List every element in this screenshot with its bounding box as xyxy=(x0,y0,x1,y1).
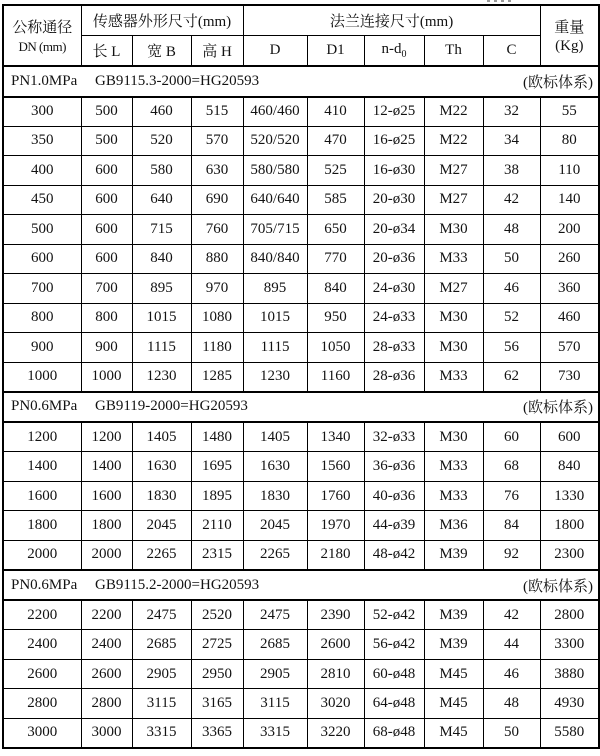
cell-col-7: M33 xyxy=(424,481,483,511)
cell-col-8: 34 xyxy=(483,126,540,156)
section-standard: GB9119-2000=HG20593 xyxy=(95,398,248,415)
cell-col-3: 1285 xyxy=(191,362,243,392)
data-row xyxy=(3,718,599,748)
data-row xyxy=(3,659,599,689)
cell-col-8: 50 xyxy=(483,718,540,748)
cell-col-9: 1330 xyxy=(540,481,599,511)
cell-col-0: 1000 xyxy=(3,362,81,392)
cell-col-4: 3115 xyxy=(243,689,307,719)
cell-col-6: 32-ø33 xyxy=(364,422,424,452)
dimension-spec-table xyxy=(2,4,600,749)
cell-col-4: 1230 xyxy=(243,362,307,392)
cell-col-0: 1600 xyxy=(3,481,81,511)
cell-col-8: 62 xyxy=(483,362,540,392)
cell-col-9: 600 xyxy=(540,422,599,452)
section-standard: GB9115.3-2000=HG20593 xyxy=(95,72,260,89)
cell-col-5: 3220 xyxy=(307,718,364,748)
cell-col-8: 76 xyxy=(483,481,540,511)
data-row xyxy=(3,600,599,630)
cell-col-6: 20-ø36 xyxy=(364,244,424,274)
cell-col-5: 2390 xyxy=(307,600,364,630)
section-system: (欧标体系) xyxy=(523,74,593,91)
cell-col-2: 460 xyxy=(132,97,191,127)
col-header-weight xyxy=(540,5,599,66)
cell-col-9: 55 xyxy=(540,97,599,127)
cell-col-0: 2000 xyxy=(3,540,81,570)
cell-col-2: 2905 xyxy=(132,659,191,689)
cell-col-6: 20-ø34 xyxy=(364,215,424,245)
cell-col-1: 700 xyxy=(81,274,132,304)
cell-col-2: 1015 xyxy=(132,303,191,333)
col-header-c: C xyxy=(483,35,540,66)
cell-col-5: 3020 xyxy=(307,689,364,719)
cell-col-7: M45 xyxy=(424,718,483,748)
cell-col-2: 2265 xyxy=(132,540,191,570)
cell-col-3: 3165 xyxy=(191,689,243,719)
cell-col-5: 950 xyxy=(307,303,364,333)
cell-col-5: 1560 xyxy=(307,452,364,482)
cell-col-1: 3000 xyxy=(81,718,132,748)
cell-col-2: 3315 xyxy=(132,718,191,748)
cell-col-2: 520 xyxy=(132,126,191,156)
cropped-text-artifact xyxy=(487,0,511,2)
cell-col-7: M39 xyxy=(424,630,483,660)
cell-col-6: 44-ø39 xyxy=(364,511,424,541)
cell-col-0: 2400 xyxy=(3,630,81,660)
data-row xyxy=(3,274,599,304)
cell-col-0: 600 xyxy=(3,244,81,274)
cell-col-4: 1630 xyxy=(243,452,307,482)
cell-col-8: 84 xyxy=(483,511,540,541)
cell-col-3: 3365 xyxy=(191,718,243,748)
data-row xyxy=(3,452,599,482)
cell-col-0: 3000 xyxy=(3,718,81,748)
cell-col-8: 42 xyxy=(483,600,540,630)
cell-col-3: 570 xyxy=(191,126,243,156)
cell-col-0: 800 xyxy=(3,303,81,333)
cell-col-0: 1800 xyxy=(3,511,81,541)
cell-col-1: 1200 xyxy=(81,422,132,452)
cell-col-8: 48 xyxy=(483,689,540,719)
section-header-row xyxy=(3,66,599,97)
cell-col-5: 585 xyxy=(307,185,364,215)
cell-col-2: 640 xyxy=(132,185,191,215)
cell-col-9: 200 xyxy=(540,215,599,245)
cell-col-0: 500 xyxy=(3,215,81,245)
col-header-dn xyxy=(3,5,81,66)
cell-col-7: M22 xyxy=(424,126,483,156)
cell-col-6: 24-ø33 xyxy=(364,303,424,333)
cell-col-4: 1405 xyxy=(243,422,307,452)
cell-col-7: M33 xyxy=(424,362,483,392)
cell-col-1: 1800 xyxy=(81,511,132,541)
cell-col-7: M27 xyxy=(424,274,483,304)
cell-col-9: 2300 xyxy=(540,540,599,570)
cell-col-5: 1340 xyxy=(307,422,364,452)
nd0-subscript: 0 xyxy=(401,48,407,60)
cell-col-1: 2400 xyxy=(81,630,132,660)
cell-col-7: M27 xyxy=(424,185,483,215)
cell-col-4: 2045 xyxy=(243,511,307,541)
cell-col-8: 60 xyxy=(483,422,540,452)
cell-col-0: 400 xyxy=(3,156,81,186)
cell-col-3: 2110 xyxy=(191,511,243,541)
data-row xyxy=(3,97,599,127)
cell-col-5: 2600 xyxy=(307,630,364,660)
cell-col-9: 840 xyxy=(540,452,599,482)
cell-col-9: 2800 xyxy=(540,600,599,630)
cell-col-4: 1830 xyxy=(243,481,307,511)
cell-col-7: M30 xyxy=(424,422,483,452)
cell-col-5: 470 xyxy=(307,126,364,156)
data-row xyxy=(3,362,599,392)
data-row xyxy=(3,126,599,156)
cell-col-1: 2000 xyxy=(81,540,132,570)
cell-col-2: 715 xyxy=(132,215,191,245)
section-header-cell xyxy=(3,392,599,423)
cell-col-1: 600 xyxy=(81,156,132,186)
cell-col-3: 970 xyxy=(191,274,243,304)
cell-col-8: 52 xyxy=(483,303,540,333)
cell-col-8: 48 xyxy=(483,215,540,245)
data-row xyxy=(3,215,599,245)
dn-label-cn: 公称通径 xyxy=(12,20,73,36)
cell-col-0: 2200 xyxy=(3,600,81,630)
cell-col-3: 1080 xyxy=(191,303,243,333)
cell-col-1: 2600 xyxy=(81,659,132,689)
section-header-cell xyxy=(3,570,599,601)
cell-col-0: 450 xyxy=(3,185,81,215)
section-system: (欧标体系) xyxy=(523,578,593,595)
cell-col-9: 80 xyxy=(540,126,599,156)
cell-col-3: 1180 xyxy=(191,333,243,363)
data-row xyxy=(3,630,599,660)
cell-col-4: 3315 xyxy=(243,718,307,748)
cell-col-8: 68 xyxy=(483,452,540,482)
cell-col-3: 760 xyxy=(191,215,243,245)
cell-col-7: M22 xyxy=(424,97,483,127)
cell-col-2: 1230 xyxy=(132,362,191,392)
cell-col-4: 2685 xyxy=(243,630,307,660)
data-row xyxy=(3,540,599,570)
nd0-base: n-d xyxy=(381,40,402,57)
col-header-nd0 xyxy=(364,35,424,66)
cell-col-6: 28-ø33 xyxy=(364,333,424,363)
cell-col-6: 36-ø36 xyxy=(364,452,424,482)
cell-col-9: 140 xyxy=(540,185,599,215)
cell-col-1: 1000 xyxy=(81,362,132,392)
cell-col-9: 730 xyxy=(540,362,599,392)
cell-col-5: 1050 xyxy=(307,333,364,363)
table-body xyxy=(3,66,599,748)
cell-col-8: 46 xyxy=(483,659,540,689)
col-header-height: 高 H xyxy=(191,35,243,66)
cell-col-1: 500 xyxy=(81,97,132,127)
cell-col-2: 895 xyxy=(132,274,191,304)
cell-col-9: 5580 xyxy=(540,718,599,748)
cell-col-6: 68-ø48 xyxy=(364,718,424,748)
cell-col-4: 1015 xyxy=(243,303,307,333)
cell-col-4: 2905 xyxy=(243,659,307,689)
cell-col-2: 1830 xyxy=(132,481,191,511)
cell-col-1: 600 xyxy=(81,215,132,245)
cell-col-0: 900 xyxy=(3,333,81,363)
cell-col-5: 525 xyxy=(307,156,364,186)
cell-col-5: 1970 xyxy=(307,511,364,541)
cell-col-5: 840 xyxy=(307,274,364,304)
section-pressure: PN0.6MPa xyxy=(11,398,78,415)
section-standard: GB9115.2-2000=HG20593 xyxy=(95,576,260,593)
cell-col-7: M30 xyxy=(424,333,483,363)
cell-col-0: 1200 xyxy=(3,422,81,452)
cell-col-9: 260 xyxy=(540,244,599,274)
cell-col-6: 40-ø36 xyxy=(364,481,424,511)
cell-col-3: 690 xyxy=(191,185,243,215)
weight-label-unit: (Kg) xyxy=(555,38,584,54)
col-header-d1: D1 xyxy=(307,35,364,66)
cell-col-3: 1695 xyxy=(191,452,243,482)
cell-col-8: 44 xyxy=(483,630,540,660)
cell-col-6: 16-ø30 xyxy=(364,156,424,186)
cell-col-6: 16-ø25 xyxy=(364,126,424,156)
cell-col-8: 56 xyxy=(483,333,540,363)
cell-col-4: 640/640 xyxy=(243,185,307,215)
col-header-length: 长 L xyxy=(81,35,132,66)
cell-col-7: M30 xyxy=(424,303,483,333)
cell-col-2: 1405 xyxy=(132,422,191,452)
cell-col-6: 24-ø30 xyxy=(364,274,424,304)
section-header-row xyxy=(3,570,599,601)
cell-col-1: 900 xyxy=(81,333,132,363)
cell-col-9: 460 xyxy=(540,303,599,333)
data-row xyxy=(3,185,599,215)
cell-col-2: 2045 xyxy=(132,511,191,541)
cell-col-4: 580/580 xyxy=(243,156,307,186)
cell-col-3: 1480 xyxy=(191,422,243,452)
dn-label-unit: DN (mm) xyxy=(18,39,66,54)
col-group-sensor: 传感器外形尺寸(mm) xyxy=(81,5,243,35)
cell-col-3: 2315 xyxy=(191,540,243,570)
cell-col-6: 12-ø25 xyxy=(364,97,424,127)
cell-col-2: 2685 xyxy=(132,630,191,660)
cell-col-4: 840/840 xyxy=(243,244,307,274)
cell-col-5: 410 xyxy=(307,97,364,127)
section-header-row xyxy=(3,392,599,423)
cell-col-7: M27 xyxy=(424,156,483,186)
col-header-d: D xyxy=(243,35,307,66)
cell-col-4: 2265 xyxy=(243,540,307,570)
cell-col-6: 52-ø42 xyxy=(364,600,424,630)
cell-col-8: 42 xyxy=(483,185,540,215)
cell-col-6: 20-ø30 xyxy=(364,185,424,215)
cell-col-9: 570 xyxy=(540,333,599,363)
cell-col-4: 520/520 xyxy=(243,126,307,156)
cell-col-4: 895 xyxy=(243,274,307,304)
cell-col-4: 705/715 xyxy=(243,215,307,245)
cell-col-9: 1800 xyxy=(540,511,599,541)
data-row xyxy=(3,481,599,511)
cell-col-2: 1630 xyxy=(132,452,191,482)
cell-col-4: 2475 xyxy=(243,600,307,630)
cell-col-2: 1115 xyxy=(132,333,191,363)
cell-col-2: 840 xyxy=(132,244,191,274)
weight-label-cn: 重量 xyxy=(554,20,585,36)
cell-col-5: 2180 xyxy=(307,540,364,570)
cell-col-1: 2200 xyxy=(81,600,132,630)
cell-col-0: 300 xyxy=(3,97,81,127)
cell-col-3: 2725 xyxy=(191,630,243,660)
cell-col-9: 4930 xyxy=(540,689,599,719)
col-header-width: 宽 B xyxy=(132,35,191,66)
cell-col-0: 2600 xyxy=(3,659,81,689)
cell-col-7: M30 xyxy=(424,215,483,245)
cell-col-7: M39 xyxy=(424,540,483,570)
cell-col-1: 1400 xyxy=(81,452,132,482)
cell-col-6: 48-ø42 xyxy=(364,540,424,570)
data-row xyxy=(3,156,599,186)
section-pressure: PN0.6MPa xyxy=(11,576,78,593)
cell-col-5: 1160 xyxy=(307,362,364,392)
section-system: (欧标体系) xyxy=(523,400,593,417)
cell-col-3: 880 xyxy=(191,244,243,274)
data-row xyxy=(3,511,599,541)
cell-col-2: 3115 xyxy=(132,689,191,719)
cell-col-8: 46 xyxy=(483,274,540,304)
cell-col-0: 700 xyxy=(3,274,81,304)
cell-col-7: M36 xyxy=(424,511,483,541)
data-row xyxy=(3,333,599,363)
cell-col-6: 28-ø36 xyxy=(364,362,424,392)
data-row xyxy=(3,422,599,452)
cell-col-1: 600 xyxy=(81,185,132,215)
cell-col-5: 650 xyxy=(307,215,364,245)
cell-col-8: 32 xyxy=(483,97,540,127)
cell-col-2: 2475 xyxy=(132,600,191,630)
cell-col-7: M39 xyxy=(424,600,483,630)
cell-col-3: 515 xyxy=(191,97,243,127)
cell-col-1: 1600 xyxy=(81,481,132,511)
cell-col-7: M33 xyxy=(424,452,483,482)
col-header-th: Th xyxy=(424,35,483,66)
cell-col-1: 800 xyxy=(81,303,132,333)
cell-col-0: 1400 xyxy=(3,452,81,482)
cell-col-2: 580 xyxy=(132,156,191,186)
cell-col-1: 2800 xyxy=(81,689,132,719)
cell-col-6: 56-ø42 xyxy=(364,630,424,660)
cell-col-7: M45 xyxy=(424,689,483,719)
cell-col-1: 500 xyxy=(81,126,132,156)
cell-col-8: 38 xyxy=(483,156,540,186)
cell-col-5: 770 xyxy=(307,244,364,274)
cell-col-3: 630 xyxy=(191,156,243,186)
cell-col-3: 1895 xyxy=(191,481,243,511)
data-row xyxy=(3,689,599,719)
cell-col-1: 600 xyxy=(81,244,132,274)
cell-col-5: 2810 xyxy=(307,659,364,689)
cell-col-9: 3880 xyxy=(540,659,599,689)
cell-col-8: 50 xyxy=(483,244,540,274)
cell-col-8: 92 xyxy=(483,540,540,570)
cell-col-5: 1760 xyxy=(307,481,364,511)
cell-col-6: 60-ø48 xyxy=(364,659,424,689)
col-group-flange: 法兰连接尺寸(mm) xyxy=(243,5,540,35)
cell-col-9: 110 xyxy=(540,156,599,186)
cell-col-9: 360 xyxy=(540,274,599,304)
cell-col-0: 2800 xyxy=(3,689,81,719)
section-pressure: PN1.0MPa xyxy=(11,72,78,89)
cell-col-3: 2950 xyxy=(191,659,243,689)
cell-col-4: 1115 xyxy=(243,333,307,363)
cell-col-7: M45 xyxy=(424,659,483,689)
cell-col-0: 350 xyxy=(3,126,81,156)
cell-col-7: M33 xyxy=(424,244,483,274)
cell-col-4: 460/460 xyxy=(243,97,307,127)
cell-col-9: 3300 xyxy=(540,630,599,660)
cell-col-3: 2520 xyxy=(191,600,243,630)
section-header-cell xyxy=(3,66,599,97)
data-row xyxy=(3,244,599,274)
table-header xyxy=(3,5,599,66)
cell-col-6: 64-ø48 xyxy=(364,689,424,719)
data-row xyxy=(3,303,599,333)
